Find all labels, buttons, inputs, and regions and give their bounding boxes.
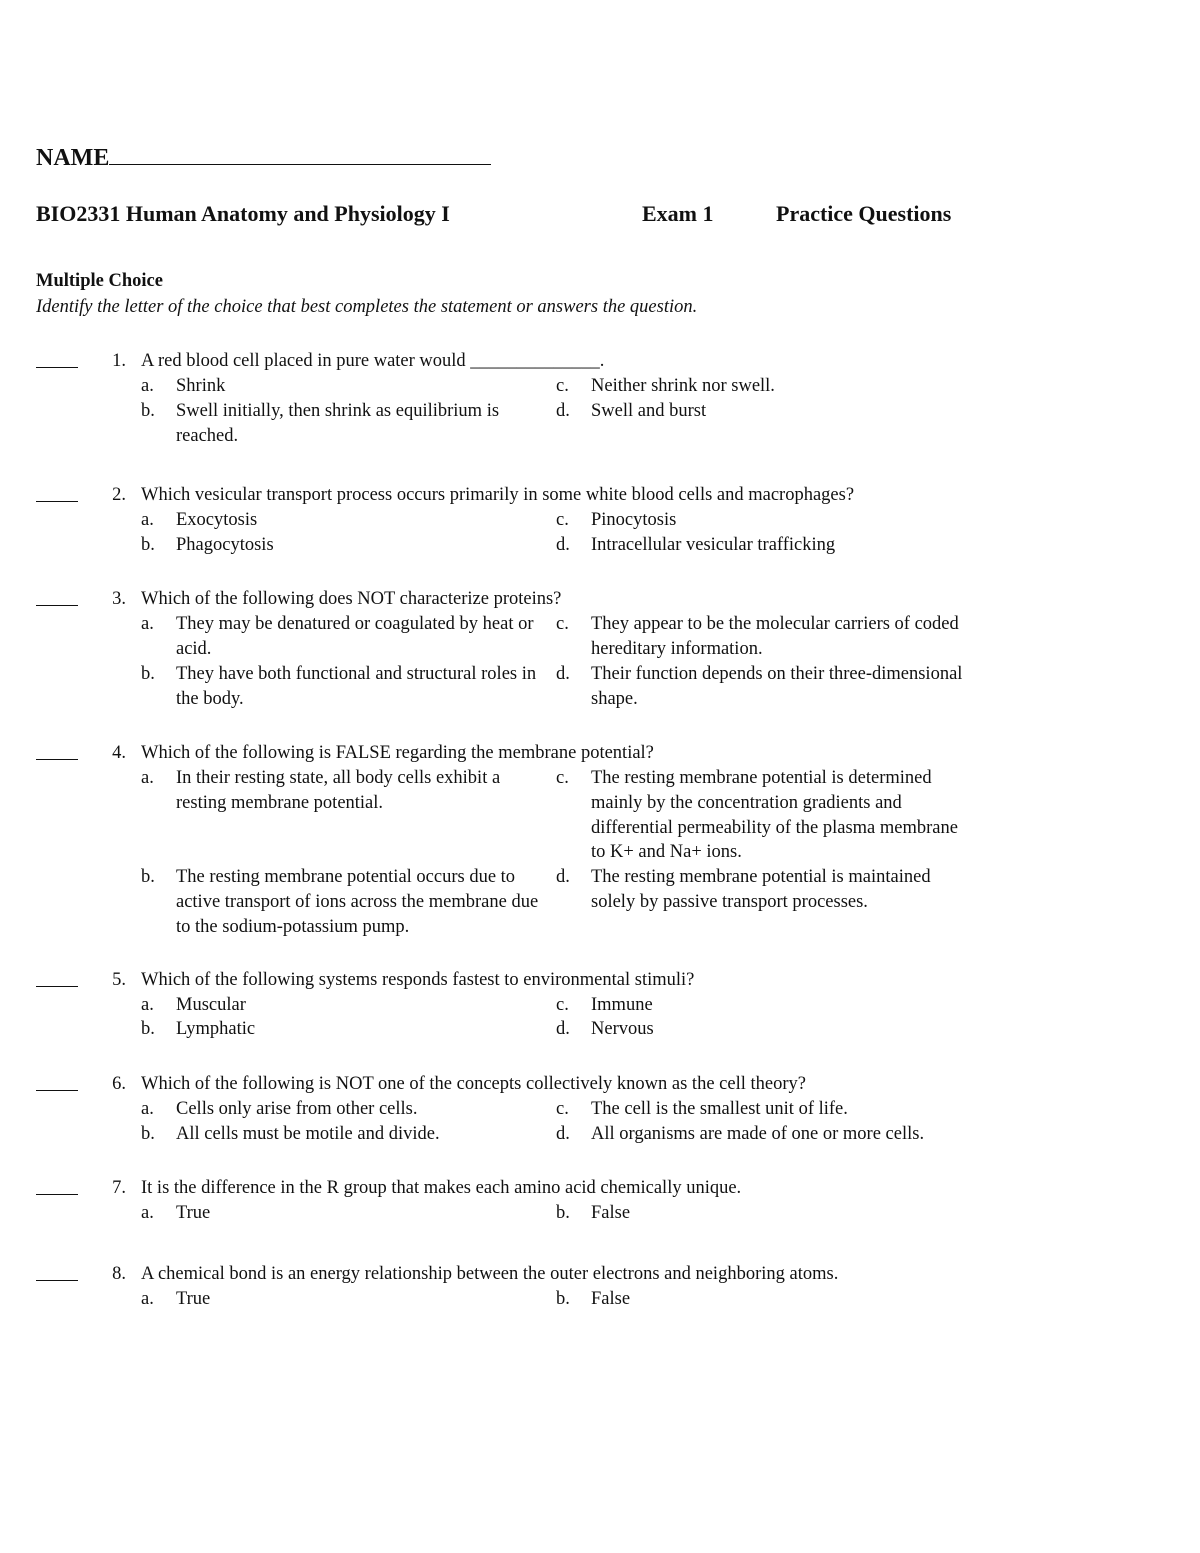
section-heading: Multiple Choice xyxy=(36,271,163,291)
option-text: The resting membrane potential occurs due to active transport of ions across the membrane due to the sodium-potassium pump. xyxy=(176,867,539,937)
question-stem: Which of the following does NOT characterize proteins? xyxy=(141,589,562,609)
question-stem: Which vesicular transport process occurs primarily in some white blood cells and macrophages? xyxy=(141,485,855,505)
option-letter: b. xyxy=(141,867,155,887)
question-number: 7. xyxy=(112,1178,126,1198)
option-text: False xyxy=(591,1203,631,1223)
option-text: They may be denatured or coagulated by heat or acid. xyxy=(176,614,534,659)
option-letter: b. xyxy=(141,535,155,555)
question-number: 2. xyxy=(112,485,126,505)
answer-blank[interactable] xyxy=(36,968,78,987)
question-number: 1. xyxy=(112,351,126,371)
option-letter: a. xyxy=(141,614,154,634)
option-text: Neither shrink nor swell. xyxy=(591,376,775,396)
title-row xyxy=(36,201,1176,231)
option-letter: b. xyxy=(556,1203,570,1223)
option-text: Intracellular vesicular trafficking xyxy=(591,535,836,555)
option-text: All organisms are made of one or more cells. xyxy=(591,1124,925,1144)
option-letter: a. xyxy=(141,510,154,530)
question-7 xyxy=(36,1176,1176,1231)
option-letter: a. xyxy=(141,995,154,1015)
option-letter: a. xyxy=(141,1203,154,1223)
question-number: 4. xyxy=(112,743,126,763)
option-letter: b. xyxy=(141,401,155,421)
option-text: They appear to be the molecular carriers of coded hereditary information. xyxy=(591,614,959,659)
answer-blank[interactable] xyxy=(36,483,78,502)
answer-blank[interactable] xyxy=(36,1262,78,1281)
option-text: True xyxy=(176,1289,211,1309)
option-letter: c. xyxy=(556,376,569,396)
answer-blank[interactable] xyxy=(36,1176,78,1195)
practice-label: Practice Questions xyxy=(776,201,952,226)
option-text: The resting membrane potential is maintained solely by passive transport processes. xyxy=(591,867,931,912)
question-4 xyxy=(36,741,1176,966)
option-text: Immune xyxy=(591,995,653,1015)
option-letter: b. xyxy=(141,1019,155,1039)
question-number: 3. xyxy=(112,589,126,609)
answer-blank[interactable] xyxy=(36,1072,78,1091)
question-6 xyxy=(36,1072,1176,1172)
option-text: All cells must be motile and divide. xyxy=(176,1124,440,1144)
option-letter: b. xyxy=(141,1124,155,1144)
option-text: False xyxy=(591,1289,631,1309)
option-text: Swell and burst xyxy=(591,401,707,421)
question-2 xyxy=(36,483,1176,563)
answer-blank[interactable] xyxy=(36,587,78,606)
question-8 xyxy=(36,1262,1176,1317)
option-letter: a. xyxy=(141,1289,154,1309)
option-text: They have both functional and structural roles in the body. xyxy=(176,664,537,709)
option-letter: d. xyxy=(556,1019,570,1039)
option-letter: c. xyxy=(556,768,569,788)
answer-blank[interactable] xyxy=(36,741,78,760)
name-label: NAME xyxy=(36,145,110,171)
question-stem: It is the difference in the R group that makes each amino acid chemically unique. xyxy=(141,1178,742,1198)
question-1 xyxy=(36,349,1176,449)
option-letter: c. xyxy=(556,614,569,634)
option-text: Swell initially, then shrink as equilibrium is reached. xyxy=(176,401,500,446)
option-text: In their resting state, all body cells exhibit a resting membrane potential. xyxy=(176,768,501,813)
option-letter: c. xyxy=(556,1099,569,1119)
question-stem: Which of the following is FALSE regarding the membrane potential? xyxy=(141,743,654,763)
option-text: Their function depends on their three-dimensional shape. xyxy=(591,664,963,709)
course-title: BIO2331 Human Anatomy and Physiology I xyxy=(36,201,450,226)
option-letter: a. xyxy=(141,376,154,396)
option-letter: c. xyxy=(556,995,569,1015)
question-3 xyxy=(36,587,1176,717)
question-5 xyxy=(36,968,1176,1048)
option-letter: a. xyxy=(141,768,154,788)
option-text: The cell is the smallest unit of life. xyxy=(591,1099,848,1119)
question-stem: Which of the following is NOT one of the concepts collectively known as the cell theory? xyxy=(141,1074,806,1094)
exam-label: Exam 1 xyxy=(642,201,714,226)
option-text: Lymphatic xyxy=(176,1019,256,1039)
instructions: Identify the letter of the choice that best completes the statement or answers the question. xyxy=(36,297,698,317)
option-text: True xyxy=(176,1203,211,1223)
question-stem: A chemical bond is an energy relationship between the outer electrons and neighboring atoms. xyxy=(141,1264,839,1284)
name-line xyxy=(36,142,491,172)
option-letter: b. xyxy=(141,664,155,684)
name-blank xyxy=(109,142,491,165)
option-letter: d. xyxy=(556,535,570,555)
answer-blank[interactable] xyxy=(36,349,78,368)
option-text: Pinocytosis xyxy=(591,510,677,530)
question-number: 6. xyxy=(112,1074,126,1094)
option-letter: d. xyxy=(556,664,570,684)
option-text: Nervous xyxy=(591,1019,654,1039)
option-text: Cells only arise from other cells. xyxy=(176,1099,418,1119)
option-text: Muscular xyxy=(176,995,246,1015)
option-letter: c. xyxy=(556,510,569,530)
option-letter: d. xyxy=(556,401,570,421)
question-stem: A red blood cell placed in pure water would ______________. xyxy=(141,351,605,371)
option-text: Exocytosis xyxy=(176,510,258,530)
option-letter: d. xyxy=(556,867,570,887)
question-number: 8. xyxy=(112,1264,126,1284)
option-text: Phagocytosis xyxy=(176,535,274,555)
option-letter: d. xyxy=(556,1124,570,1144)
option-text: Shrink xyxy=(176,376,226,396)
question-number: 5. xyxy=(112,970,126,990)
option-text: The resting membrane potential is determined mainly by the concentration gradients and differential permeability of the plasma membrane to K+ and Na+ ions. xyxy=(591,768,958,863)
option-letter: b. xyxy=(556,1289,570,1309)
question-stem: Which of the following systems responds fastest to environmental stimuli? xyxy=(141,970,695,990)
option-letter: a. xyxy=(141,1099,154,1119)
